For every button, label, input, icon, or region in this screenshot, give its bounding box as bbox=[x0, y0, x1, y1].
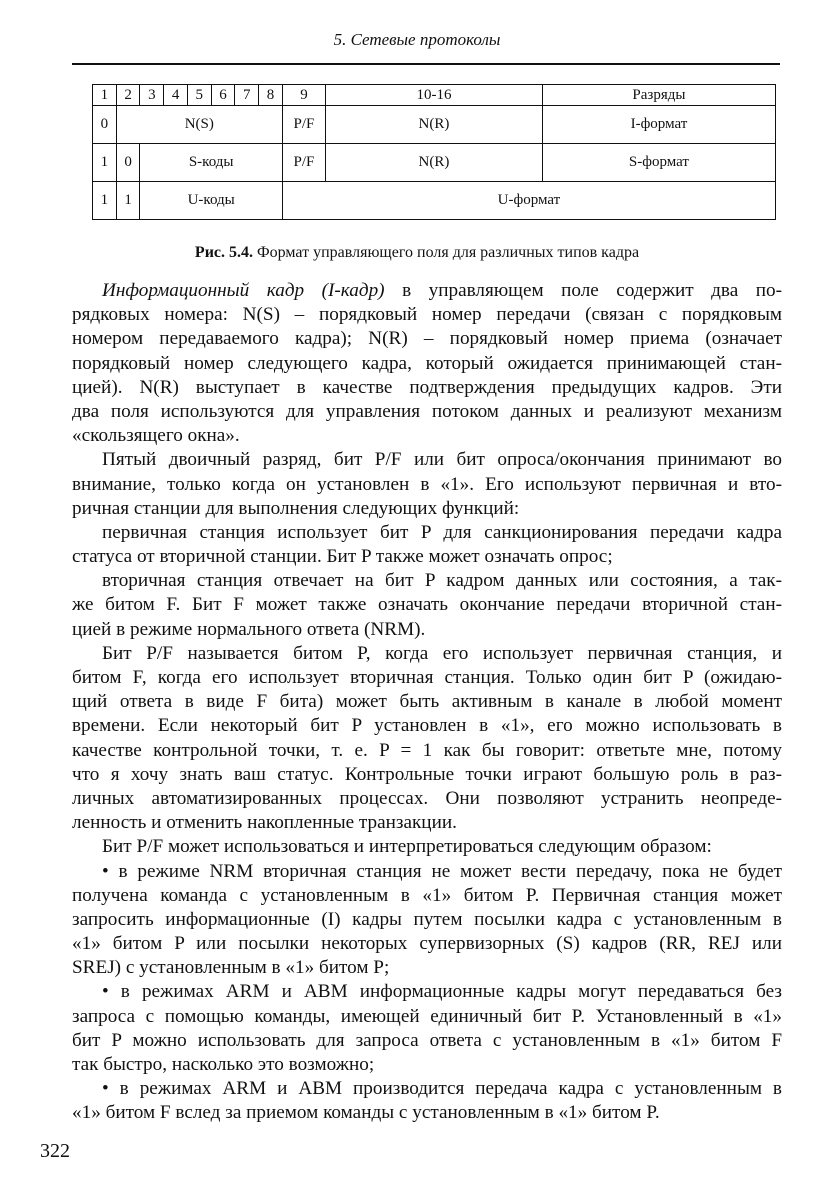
text-line: внимание, только когда он установлен в «1». Его используют первичная и вто- bbox=[72, 473, 782, 495]
text-line: так быстро, насколько это возможно; bbox=[72, 1054, 375, 1075]
table-cell: U-коды bbox=[140, 182, 282, 220]
figure-label: Рис. 5.4. bbox=[194, 244, 254, 261]
text-line: Бит P/F может использоваться и интерпретироваться следующим образом: bbox=[102, 836, 712, 858]
table-cell: S-коды bbox=[140, 144, 282, 182]
table-cell: 1 bbox=[116, 182, 140, 220]
list-item: • в режимах ARM и ABM производится передача кадра с установленным в bbox=[102, 1078, 782, 1100]
list-item: • в режимах ARM и ABM информационные кадры могут передаваться без bbox=[102, 981, 782, 1003]
italic-term: Информационный кадр (I-кадр) bbox=[102, 280, 385, 301]
table-cell: 1 bbox=[93, 144, 117, 182]
table-row bbox=[93, 182, 776, 220]
header-cell: 5 bbox=[187, 85, 211, 106]
text-span: в управляющем поле содержит два по- bbox=[384, 280, 782, 301]
table-row bbox=[93, 106, 776, 144]
header-cell: 7 bbox=[235, 85, 259, 106]
table-cell: N(R) bbox=[326, 106, 543, 144]
text-line: Бит P/F называется битом P, когда его использует первичная станция, и bbox=[102, 642, 782, 664]
text-line: битом F, когда его использует вторичная станция. Только один бит P (ожидаю- bbox=[72, 667, 782, 688]
text-line: запросить информационные (I) кадры путем посылки кадра с установленным в bbox=[72, 908, 782, 930]
table-cell: S-формат bbox=[542, 144, 775, 182]
text-line: качестве контрольной точки, т. е. P = 1 как бы говорит: ответьте мне, потому bbox=[72, 739, 782, 761]
text-line: номером передаваемого кадра); N(R) – порядковый номер приема (означает bbox=[72, 328, 782, 350]
header-cell: 3 bbox=[140, 85, 164, 106]
text-line: получена команда с установленным в «1» битом P. Первичная станция может bbox=[72, 884, 782, 906]
table-cell: P/F bbox=[282, 144, 325, 182]
table-cell: P/F bbox=[282, 106, 325, 144]
text-line: ленность и отменить накопленные транзакции. bbox=[72, 812, 457, 834]
text-line: ричная станции для выполнения следующих функций: bbox=[72, 497, 520, 519]
header-cell: 9 bbox=[282, 85, 325, 106]
header-cell: 4 bbox=[164, 85, 188, 106]
text-line: «1» битом P или посылки некоторых супервизорных (S) кадров (RR, REJ или bbox=[72, 933, 782, 955]
table-cell: 0 bbox=[93, 106, 117, 144]
table-cell: 0 bbox=[116, 144, 140, 182]
text-line: первичная станция использует бит P для санкционирования передачи кадра bbox=[102, 521, 782, 543]
text-line: бит P можно использовать для запроса ответа с установленным в «1» битом F bbox=[72, 1029, 782, 1051]
text-line: щий ответа в виде F бита) может быть активным в канале в любой момент bbox=[72, 691, 782, 713]
header-cell: Разряды bbox=[542, 85, 775, 106]
table-cell: 1 bbox=[93, 182, 117, 220]
table-row bbox=[93, 144, 776, 182]
text-line: запроса с помощью команды, имеющей единичный бит P. Установленный в «1» bbox=[72, 1005, 782, 1027]
page-number: 322 bbox=[40, 1140, 70, 1162]
text-line: статуса от вторичной станции. Бит P также может означать опрос; bbox=[72, 546, 613, 568]
header-cell: 6 bbox=[211, 85, 235, 106]
table-header-row bbox=[93, 85, 776, 106]
list-item: • в режиме NRM вторичная станция не может вести передачу, пока не будет bbox=[102, 860, 782, 882]
text-line: цией в режиме нормального ответа (NRM). bbox=[72, 618, 426, 640]
text-line: «1» битом F вслед за приемом команды с установленным в «1» битом P. bbox=[72, 1102, 660, 1124]
header-cell: 1 bbox=[93, 85, 117, 106]
running-head: 5. Сетевые протоколы bbox=[333, 30, 501, 49]
text-line: рядковых номера: N(S) – порядковый номер передачи (связан с порядковым bbox=[72, 304, 782, 326]
text-line: два поля используются для управления потоком данных и реализуют механизм bbox=[72, 400, 782, 422]
text-line: цией). N(R) выступает в качестве подтверждения предыдущих кадров. Эти bbox=[72, 376, 782, 398]
table-cell: U-формат bbox=[282, 182, 775, 220]
text-line: порядковый номер следующего кадра, который ожидается принимающей стан- bbox=[72, 352, 782, 374]
figure-caption-text: Формат управляющего поля для различных типов кадра bbox=[253, 244, 640, 261]
text-line: же битом F. Бит F может также означать окончание передачи вторичной стан- bbox=[72, 594, 782, 616]
text-line: Пятый двоичный разряд, бит P/F или бит опроса/окончания принимают во bbox=[102, 449, 782, 471]
text-line: личных автоматизированных процессах. Они позволяют устранить неопреде- bbox=[72, 787, 782, 809]
header-cell: 10-16 bbox=[326, 85, 543, 106]
control-field-format-table bbox=[92, 84, 776, 220]
figure-caption bbox=[0, 244, 834, 262]
text-line: «скользящего окна». bbox=[72, 425, 240, 447]
text-line: вторичная станция отвечает на бит P кадром данных или состояния, а так- bbox=[102, 570, 782, 592]
text-line bbox=[72, 279, 782, 303]
header-cell: 2 bbox=[116, 85, 140, 106]
table-cell: N(R) bbox=[326, 144, 543, 182]
table-cell: I-формат bbox=[542, 106, 775, 144]
header-rule bbox=[72, 63, 780, 65]
text-line: времени. Если некоторый бит P установлен в «1», его можно использовать в bbox=[72, 715, 782, 737]
table-cell: N(S) bbox=[116, 106, 282, 144]
body-text bbox=[72, 279, 782, 1126]
text-line: SREJ) с установленным в «1» битом P; bbox=[72, 957, 390, 979]
text-line: что я хочу знать ваш статус. Контрольные точки играют большую роль в раз- bbox=[72, 763, 782, 785]
header-cell: 8 bbox=[259, 85, 283, 106]
